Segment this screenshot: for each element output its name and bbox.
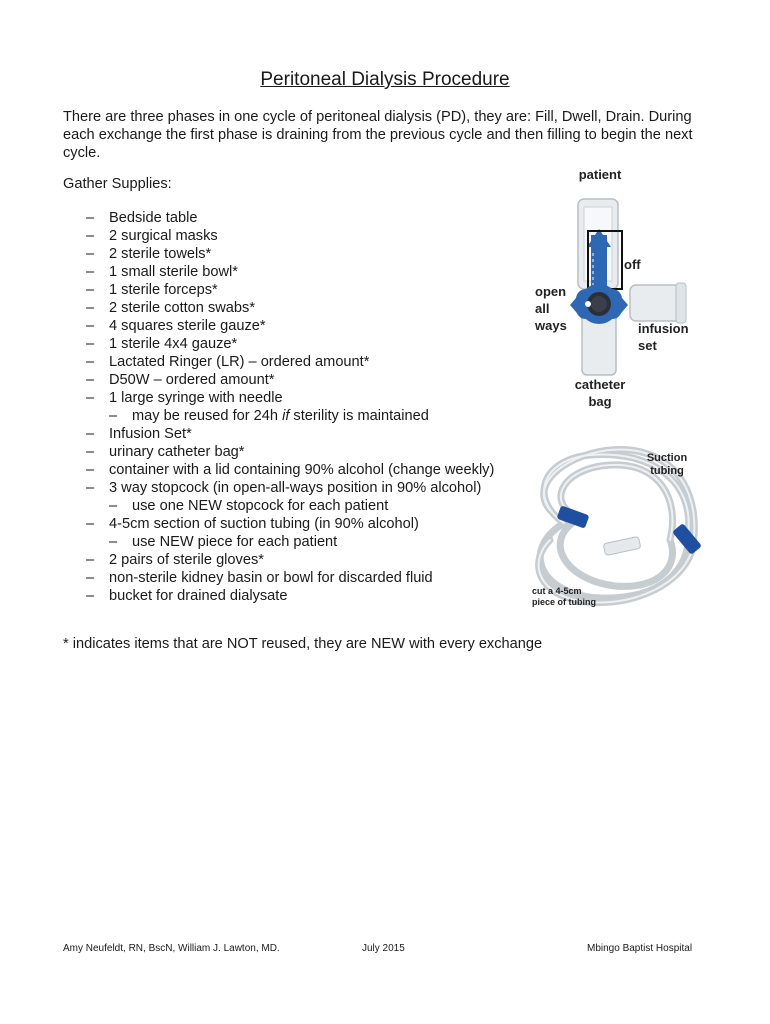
list-item: – 2 surgical masks <box>86 227 494 245</box>
list-item: – 1 sterile 4x4 gauze* <box>86 335 494 353</box>
label-ways: ways <box>535 318 567 333</box>
stopcock-figure <box>530 165 710 415</box>
footer-date: July 2015 <box>362 943 405 954</box>
list-item: – 1 large syringe with needle <box>86 389 494 407</box>
list-item: – 3 way stopcock (in open-all-ways position in 90% alcohol) <box>86 479 494 497</box>
intro-paragraph: There are three phases in one cycle of peritoneal dialysis (PD), they are: Fill, Dwell, Drain. During each exchange the first phase is draining from the previous cycle and then filling to begin the next cycle. <box>63 109 693 161</box>
list-item: – Lactated Ringer (LR) – ordered amount* <box>86 353 494 371</box>
label-set: set <box>638 338 657 353</box>
label-all: all <box>535 301 550 316</box>
list-item: – bucket for drained dialysate <box>86 587 494 605</box>
list-subitem <box>109 407 494 425</box>
list-item: – non-sterile kidney basin or bowl for discarded fluid <box>86 569 494 587</box>
label-cut-line2: piece of tubing <box>532 597 596 607</box>
suction-tubing-figure <box>520 440 710 615</box>
list-item: – 2 sterile cotton swabs* <box>86 299 494 317</box>
list-subitem: – use one NEW stopcock for each patient <box>109 497 494 515</box>
list-item: – urinary catheter bag* <box>86 443 494 461</box>
footer-hospital: Mbingo Baptist Hospital <box>587 943 693 954</box>
syringe-note-after: sterility is maintained <box>289 408 429 424</box>
list-item: – D50W – ordered amount* <box>86 371 494 389</box>
gather-supplies-heading: Gather Supplies: <box>63 176 172 192</box>
syringe-note-if: if <box>282 408 290 424</box>
list-item: – Bedside table <box>86 209 494 227</box>
list-item: – 1 sterile forceps* <box>86 281 494 299</box>
list-item: – 2 pairs of sterile gloves* <box>86 551 494 569</box>
list-item: – Infusion Set* <box>86 425 494 443</box>
label-infusion: infusion <box>638 321 689 336</box>
label-catheter: catheter <box>574 377 626 392</box>
list-item: – 4 squares sterile gauze* <box>86 317 494 335</box>
list-item: – 4-5cm section of suction tubing (in 90% alcohol) <box>86 515 494 533</box>
list-item: – 1 small sterile bowl* <box>86 263 494 281</box>
label-suction: Suction <box>646 452 688 464</box>
footer-authors: Amy Neufeldt, RN, BscN, William J. Lawton, MD. <box>63 943 280 954</box>
supplies-list <box>86 209 494 605</box>
list-subitem: – use NEW piece for each patient <box>109 533 494 551</box>
label-tubing: tubing <box>650 465 684 477</box>
list-item: – 2 sterile towels* <box>86 245 494 263</box>
list-item: – container with a lid containing 90% alcohol (change weekly) <box>86 461 494 479</box>
label-off: off <box>624 257 641 272</box>
syringe-note-before: may be reused for 24h <box>132 408 283 424</box>
label-cut-line1: cut a 4-5cm <box>532 586 582 596</box>
label-bag: bag <box>588 394 612 409</box>
label-open: open <box>535 284 567 299</box>
page-title: Peritoneal Dialysis Procedure <box>260 69 510 90</box>
reuse-note: * indicates items that are NOT reused, they are NEW with every exchange <box>63 636 543 652</box>
label-patient: patient <box>578 167 622 182</box>
